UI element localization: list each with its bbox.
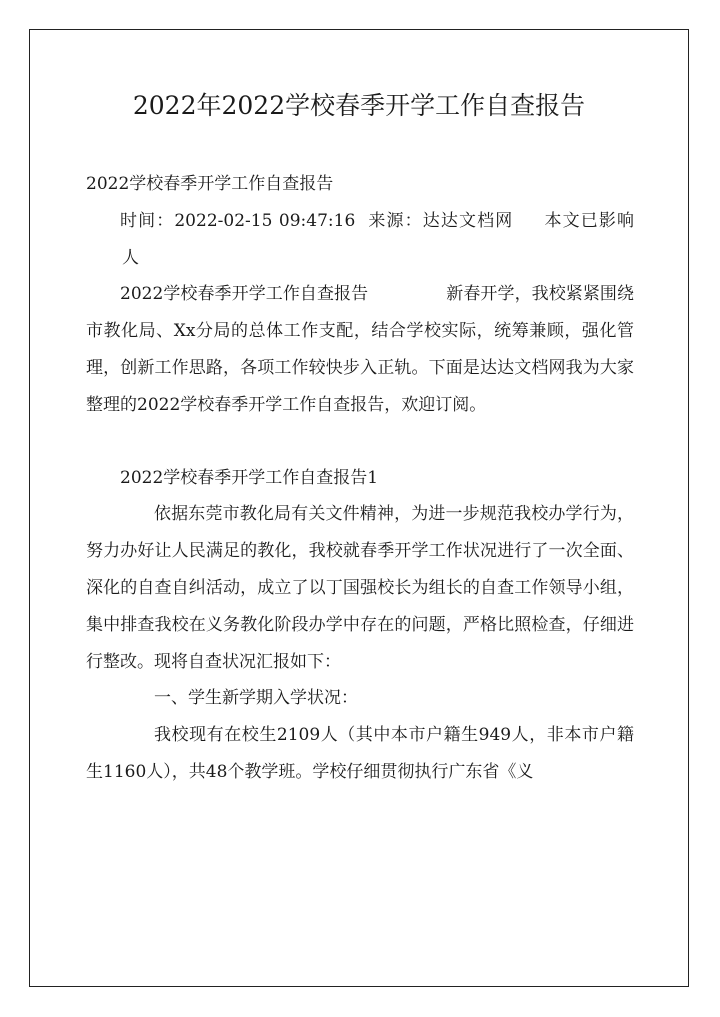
article-heading: 2022学校春季开学工作自查报告 [86,174,334,194]
section-subheading: 一、学生新学期入学状况： [154,688,358,709]
article-meta [86,203,634,277]
intro-text: 新春开学，我校紧紧围绕市教化局、Xx分局的总体工作支配，结合学校实际，统筹兼顾，强化管理，创新工作思路，各项工作较快步入正轨。下面是达达文档网我为大家整理的2022学校春季开学工作自查报告，欢迎订阅。 [86,284,634,415]
intro-lead: 2022学校春季开学工作自查报告 [120,284,369,305]
source-label: 来源：达达文档网 [367,210,514,231]
section-paragraph: 依据东莞市教化局有关文件精神，为进一步规范我校办学行为，努力办好让人民满足的教化，我校就春季开学工作状况进行了一次全面、深化的自查自纠活动，成立了以丁国强校长为组长的自查工作领导小组，集中排查我校在义务教化阶段办学中存在的问题，严格比照检查，仔细进行整改。现将自查状况汇报如下： [86,504,634,672]
paragraph-spacer [86,424,634,460]
document-title: 2022年2022学校春季开学工作自查报告 [132,91,586,120]
reads-label: 本文已影响 [543,210,634,231]
document-body [86,166,634,791]
intro-paragraph [86,276,634,423]
section-heading: 2022学校春季开学工作自查报告1 [120,467,379,488]
reads-unit: 人 [122,247,139,268]
section-paragraph: 我校现有在校生2109人（其中本市户籍生949人，非本市户籍生1160人），共48个教学班。学校仔细贯彻执行广东省《义 [86,725,634,782]
publish-time: 时间：2022-02-15 09:47:16 [120,210,356,231]
